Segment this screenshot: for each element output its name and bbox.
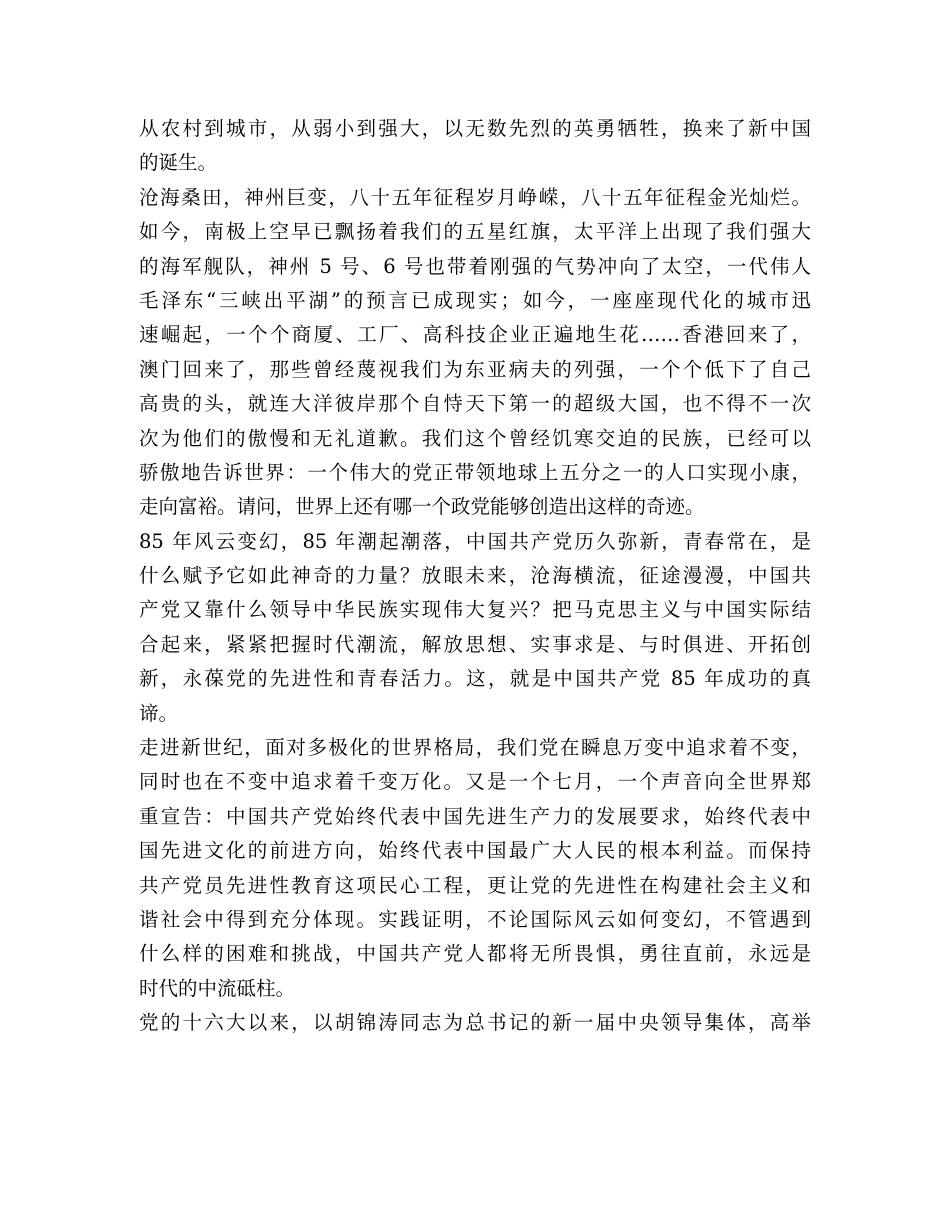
text-line: 的海军舰队，神州 5 号、6 号也带着刚强的气势冲向了太空，一代伟人 <box>139 254 811 278</box>
text-line: 速崛起，一个个商厦、工厂、高科技企业正遍地生花……香港回来了， <box>139 323 811 347</box>
text-line: 次为他们的傲慢和无礼道歉。我们这个曾经饥寒交迫的民族，已经可以 <box>139 426 811 450</box>
text-line: 谐社会中得到充分体现。实践证明，不论国际风云如何变幻，不管遇到 <box>139 907 811 931</box>
text-line: 从农村到城市，从弱小到强大，以无数先烈的英勇牺牲，换来了新中国 <box>139 117 811 140</box>
text-line: 产党又靠什么领导中华民族实现伟大复兴？把马克思主义与中国实际结 <box>139 598 811 622</box>
text-line: 毛泽东“三峡出平湖”的预言已成现实；如今，一座座现代化的城市迅 <box>139 288 811 312</box>
text-line: 同时也在不变中追求着千变万化。又是一个七月，一个声音向全世界郑 <box>139 770 811 794</box>
text-line: 党的十六大以来，以胡锦涛同志为总书记的新一届中央领导集体，高举 <box>139 1011 811 1035</box>
text-line: 重宣告：中国共产党始终代表中国先进生产力的发展要求，始终代表中 <box>139 804 811 828</box>
article-body <box>139 112 811 1041</box>
text-line: 走向富裕。请问，世界上还有哪一个政党能够创造出这样的奇迹。 <box>139 495 705 519</box>
text-line: 什么样的困难和挑战，中国共产党人都将无所畏惧，勇往直前，永远是 <box>139 942 811 966</box>
text-line: 什么赋予它如此神奇的力量？放眼未来，沧海横流，征途漫漫，中国共 <box>139 564 811 588</box>
text-line: 新，永葆党的先进性和青春活力。这，就是中国共产党 85 年成功的真 <box>139 667 811 691</box>
text-line: 谛。 <box>139 701 179 725</box>
text-line: 如今，南极上空早已飘扬着我们的五星红旗，太平洋上出现了我们强大 <box>139 220 811 244</box>
text-line: 时代的中流砥柱。 <box>139 976 296 1000</box>
text-line: 澳门回来了，那些曾经蔑视我们为东亚病夫的列强，一个个低下了自己 <box>139 357 811 381</box>
text-line: 共产党员先进性教育这项民心工程，更让党的先进性在构建社会主义和 <box>139 873 811 897</box>
text-line: 的诞生。 <box>139 151 218 175</box>
text-line: 国先进文化的前进方向，始终代表中国最广大人民的根本利益。而保持 <box>139 839 811 863</box>
text-line: 高贵的头，就连大洋彼岸那个自恃天下第一的超级大国，也不得不一次 <box>139 392 811 416</box>
text-line: 走进新世纪，面对多极化的世界格局，我们党在瞬息万变中追求着不变， <box>139 736 811 760</box>
text-line: 骄傲地告诉世界：一个伟大的党正带领地球上五分之一的人口实现小康， <box>139 460 811 484</box>
text-line: 合起来，紧紧把握时代潮流，解放思想、实事求是、与时俱进、开拓创 <box>139 632 811 656</box>
text-line: 沧海桑田，神州巨变，八十五年征程岁月峥嵘，八十五年征程金光灿烂。 <box>139 185 811 209</box>
text-line: 85 年风云变幻，85 年潮起潮落，中国共产党历久弥新，青春常在，是 <box>139 529 811 553</box>
